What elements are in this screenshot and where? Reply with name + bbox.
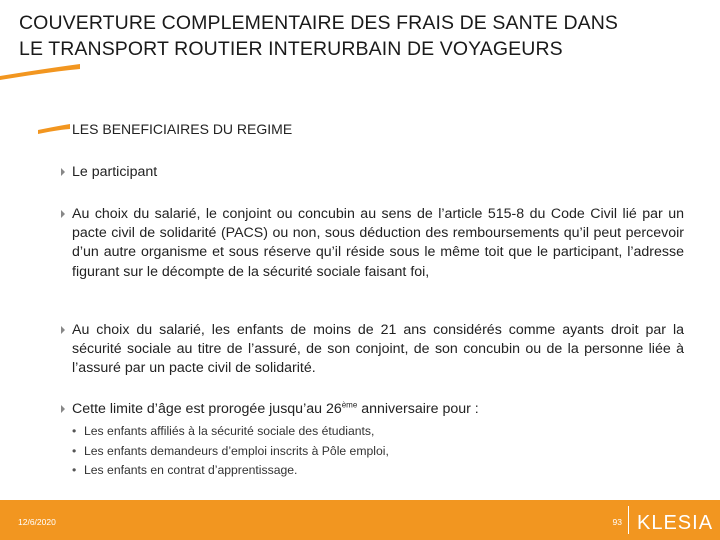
list-item	[72, 461, 632, 481]
section-heading: LES BENEFICIAIRES DU REGIME	[72, 121, 293, 137]
bullet-dot-icon: •	[72, 463, 77, 477]
bullet-arrow-icon	[60, 167, 68, 177]
title-line-2: LE TRANSPORT ROUTIER INTERURBAIN DE VOYAGEURS	[19, 38, 563, 60]
bullet-limite-age	[72, 400, 684, 419]
bullet-dot-icon: •	[72, 424, 77, 438]
limite-age-text-end: anniversaire pour :	[357, 401, 479, 417]
logo-text: KLESIA	[637, 512, 714, 534]
footer-date: 12/6/2020	[18, 517, 56, 527]
bullet-dot-icon: •	[72, 443, 77, 458]
list-item	[72, 442, 632, 462]
bullet-participant: Le participant	[72, 164, 158, 180]
ordinal-superscript: ème	[341, 400, 358, 410]
slide-title	[19, 10, 709, 62]
sub-list	[72, 422, 632, 481]
footer-bar	[0, 500, 720, 540]
bullet-arrow-icon	[60, 209, 68, 219]
footer-divider	[628, 506, 629, 534]
bullet-arrow-icon	[60, 404, 68, 414]
sub-item-text: Les enfants demandeurs d’emploi inscrits à Pôle emploi,	[84, 443, 389, 458]
orange-swoosh-decoration	[0, 62, 80, 80]
section-marker-icon	[38, 124, 70, 134]
klesia-logo	[637, 510, 714, 534]
limite-age-text: Cette limite d’âge est prorogée jusqu’au 26	[72, 401, 342, 417]
title-line-1: COUVERTURE COMPLEMENTAIRE DES FRAIS DE SANTE DANS	[19, 12, 619, 34]
sub-item-text: Les enfants en contrat d’apprentissage.	[84, 463, 298, 477]
bullet-enfants: Au choix du salarié, les enfants de moins de 21 ans considérés comme ayants droit par la sécurité sociale au titre de l’assuré, de son conjoint, de son concubin ou de la personne liée à l’assuré par un pacte civil de solidarité.	[72, 322, 684, 377]
list-item	[72, 422, 632, 442]
sub-item-text: Les enfants affiliés à la sécurité sociale des étudiants,	[84, 424, 375, 438]
bullet-conjoint: Au choix du salarié, le conjoint ou concubin au sens de l’article 515-8 du Code Civil lié par un pacte civil de solidarité (PACS) ou non, sous déduction des remboursements qu’il peut percevoir d’un autre organisme et sous réserve qu’il réside sous le même toit que le participant, l’adresse figurant sur le décompte de la sécurité sociale faisant foi,	[72, 206, 684, 280]
page-number: 93	[612, 517, 622, 527]
bullet-arrow-icon	[60, 325, 68, 335]
